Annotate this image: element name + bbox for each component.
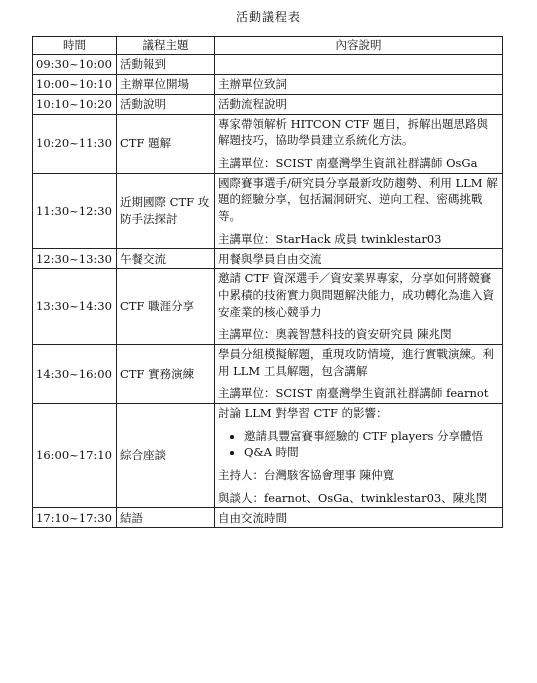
row-desc	[215, 173, 503, 249]
speaker-text: 主講單位：SCIST 南臺灣學生資訊社群講師 fearnot	[218, 386, 489, 401]
table-row	[33, 74, 503, 94]
list-item: • Q&A 時間	[244, 444, 499, 461]
desc-intro: 討論 LLM 對學習 CTF 的影響：	[218, 406, 388, 421]
row-time: 12:30~13:30	[33, 249, 117, 269]
table-row	[33, 173, 503, 249]
row-time: 16:00~17:10	[33, 404, 117, 508]
desc-text: 專家帶領解析 HITCON CTF 題目，拆解出題思路與解題技巧，協助學員建立系統化方法。	[218, 116, 488, 148]
host-text: 主持人：台灣駭客協會理事 陳仲寬	[218, 468, 395, 483]
speaker-text: 主講單位：SCIST 南臺灣學生資訊社群講師 OsGa	[218, 156, 478, 171]
row-time: 10:20~11:30	[33, 114, 117, 173]
row-desc	[215, 249, 503, 269]
row-time: 09:30~10:00	[33, 54, 117, 74]
row-topic: 活動報到	[117, 54, 215, 74]
row-time: 13:30~14:30	[33, 269, 117, 345]
speaker-text: 主講單位：StarHack 成員 twinklestar03	[218, 231, 442, 246]
row-time: 17:10~17:30	[33, 508, 117, 528]
row-desc	[215, 74, 503, 94]
row-time: 10:10~10:20	[33, 94, 117, 114]
desc-text: 自由交流時間	[218, 510, 287, 525]
row-desc	[215, 269, 503, 345]
row-desc	[215, 404, 503, 508]
row-topic: 綜合座談	[117, 404, 215, 508]
header-row	[33, 37, 503, 55]
table-row	[33, 404, 503, 508]
row-topic: CTF 實務演練	[117, 345, 215, 404]
agenda-table	[32, 36, 503, 528]
table-row	[33, 508, 503, 528]
list-item: • 邀請具豐富賽事經驗的 CTF players 分享體悟	[244, 428, 499, 445]
row-time: 11:30~12:30	[33, 173, 117, 249]
header-time: 時間	[33, 37, 117, 55]
row-topic: 結語	[117, 508, 215, 528]
table-row	[33, 269, 503, 345]
table-row	[33, 114, 503, 173]
row-topic: 午餐交流	[117, 249, 215, 269]
row-topic: CTF 職涯分享	[117, 269, 215, 345]
row-topic: CTF 題解	[117, 114, 215, 173]
panelists-text: 與談人：fearnot、OsGa、twinklestar03、陳兆閔	[218, 490, 488, 505]
desc-text: 用餐與學員自由交流	[218, 251, 322, 266]
table-row	[33, 345, 503, 404]
desc-text: 國際賽事選手/研究員分享最新攻防趨勢、利用 LLM 解題的經驗分享，包括漏洞研究、逆向工程、密碼挑戰等。	[218, 175, 498, 224]
desc-text: 主辦單位致詞	[218, 76, 287, 91]
row-desc	[215, 508, 503, 528]
header-desc: 內容說明	[215, 37, 503, 55]
table-row	[33, 94, 503, 114]
row-desc	[215, 54, 503, 74]
page-title: 活動議程表	[235, 10, 301, 24]
row-time: 14:30~16:00	[33, 345, 117, 404]
row-time: 10:00~10:10	[33, 74, 117, 94]
row-desc	[215, 114, 503, 173]
row-topic: 活動說明	[117, 94, 215, 114]
table-row	[33, 249, 503, 269]
row-topic: 主辦單位開場	[117, 74, 215, 94]
row-topic: 近期國際 CTF 攻防手法探討	[117, 173, 215, 249]
speaker-text: 主講單位：奧義智慧科技的資安研究員 陳兆閔	[218, 327, 452, 342]
desc-text: 邀請 CTF 資深選手／資安業界專家，分享如何將競賽中累積的技術實力與問題解決能力，成功轉化為進入資安產業的核心競爭力	[218, 271, 494, 319]
table-row	[33, 54, 503, 74]
desc-text: 活動流程說明	[218, 96, 287, 111]
header-topic: 議程主題	[117, 37, 215, 55]
row-desc	[215, 345, 503, 404]
desc-text: 學員分組模擬解題，重現攻防情境，進行實戰演練。利用 LLM 工具解題，包含講解	[218, 347, 494, 378]
bullet-list	[218, 428, 499, 461]
row-desc	[215, 94, 503, 114]
